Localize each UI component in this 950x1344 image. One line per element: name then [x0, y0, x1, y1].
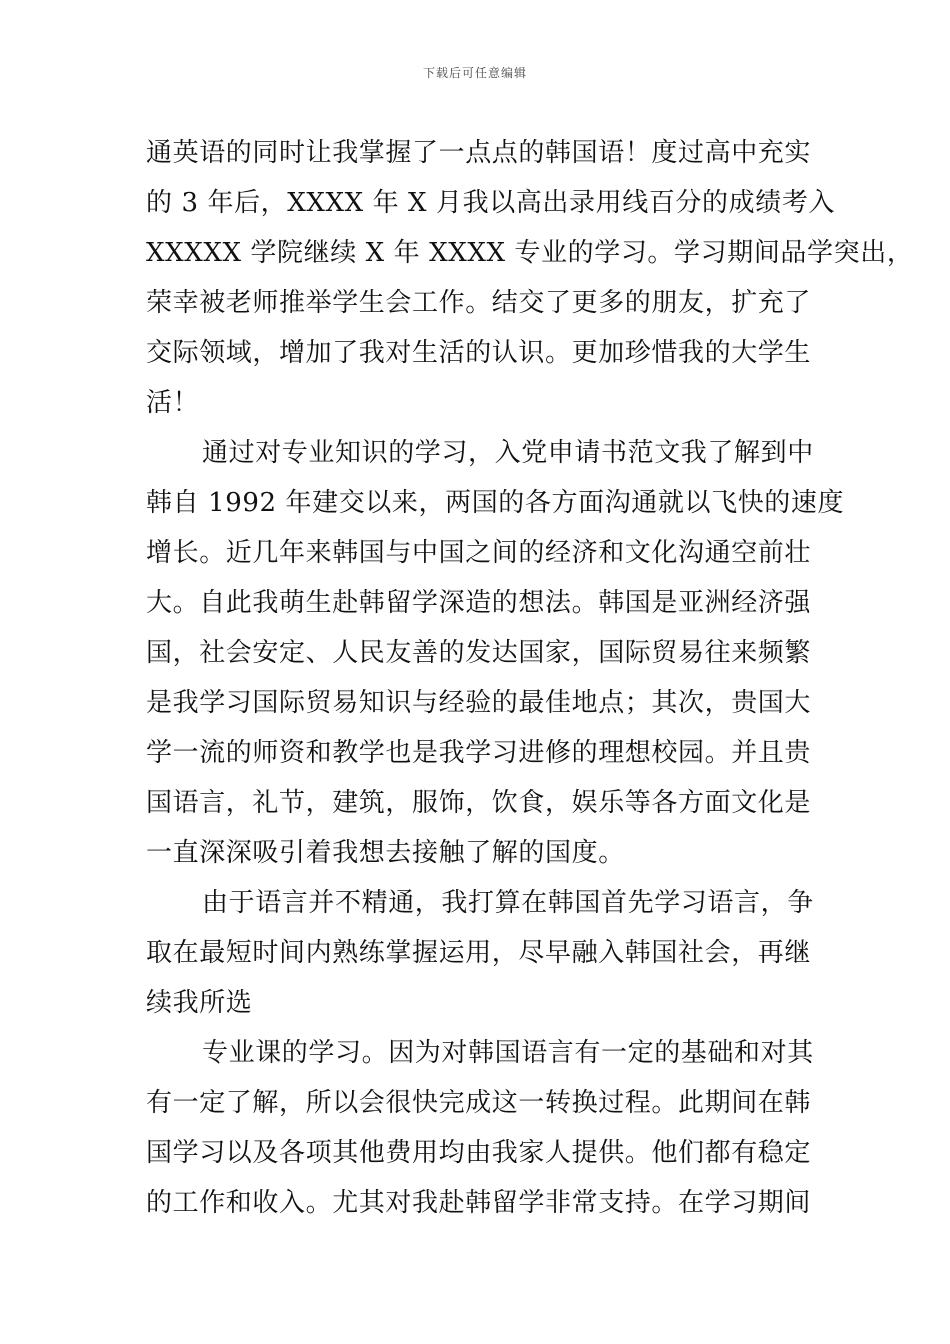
paragraph-first-line: 通过对专业知识的学习，入党申请书范文我了解到中 — [202, 438, 814, 468]
text-line: 大。自此我萌生赴韩留学深造的想法。韩国是亚洲经济强 — [146, 588, 812, 618]
text-line: 学一流的师资和教学也是我学习进修的理想校园。并且贵 — [146, 738, 812, 768]
text-line: 国语言，礼节，建筑，服饰，饮食，娱乐等各方面文化是 — [146, 788, 812, 818]
text-line: 是我学习国际贸易知识与经验的最佳地点；其次，贵国大 — [146, 688, 812, 718]
text-line: 活！ — [146, 388, 200, 418]
text-line: 荣幸被老师推举学生会工作。结交了更多的朋友，扩充了 — [146, 288, 812, 318]
document-body — [146, 128, 914, 1228]
text-line: 的 3 年后，XXXX 年 X 月我以高出录用线百分的成绩考入 — [146, 188, 836, 218]
text-line: 韩自 1992 年建交以来，两国的各方面沟通就以飞快的速度 — [146, 488, 845, 518]
text-line: 续我所选 — [146, 988, 253, 1018]
text-line: 有一定了解，所以会很快完成这一转换过程。此期间在韩 — [146, 1088, 812, 1118]
text-line: 取在最短时间内熟练掌握运用，尽早融入韩国社会，再继 — [146, 938, 812, 968]
text-line: 国，社会安定、人民友善的发达国家，国际贸易往来频繁 — [146, 638, 812, 668]
page-header: 下载后可任意编辑 — [422, 66, 527, 80]
text-line: XXXXX 学院继续 X 年 XXXX 专业的学习。学习期间品学突出， — [146, 238, 914, 268]
paragraph-first-line: 由于语言并不精通，我打算在韩国首先学习语言，争 — [202, 888, 814, 918]
text-line: 的工作和收入。尤其对我赴韩留学非常支持。在学习期间 — [146, 1188, 812, 1218]
text-line: 一直深深吸引着我想去接触了解的国度。 — [146, 838, 625, 868]
paragraph-first-line: 专业课的学习。因为对韩国语言有一定的基础和对其 — [202, 1038, 814, 1068]
text-line: 交际领域，增加了我对生活的认识。更加珍惜我的大学生 — [146, 338, 812, 368]
text-line: 国学习以及各项其他费用均由我家人提供。他们都有稳定 — [146, 1138, 812, 1168]
text-line: 通英语的同时让我掌握了一点点的韩国语！度过高中充实 — [146, 138, 812, 168]
text-line: 增长。近几年来韩国与中国之间的经济和文化沟通空前壮 — [146, 538, 812, 568]
